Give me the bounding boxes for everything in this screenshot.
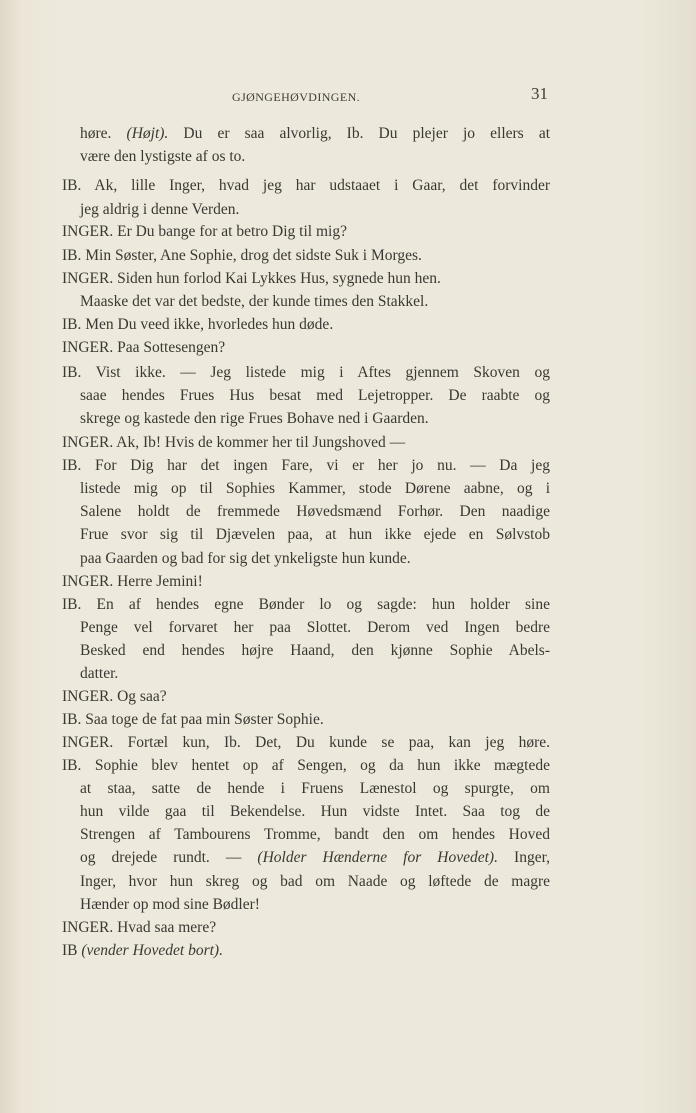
- text-line: IB. Sophie blev hentet op af Sengen, og da hun ikke mægtede: [62, 757, 550, 774]
- text-line: hun vilde gaa til Bekendelse. Hun vidste Intet. Saa tog de: [80, 803, 550, 820]
- text-line: jeg aldrig i denne Verden.: [80, 201, 240, 218]
- text-line: INGER. Siden hun forlod Kai Lykkes Hus, sygnede hun hen.: [62, 270, 441, 287]
- text-line: IB. Men Du veed ikke, hvorledes hun døde.: [62, 316, 334, 333]
- text-line: og drejede rundt. — (Holder Hænderne for Hovedet). Inger,: [80, 849, 550, 866]
- text-line: IB. Vist ikke. — Jeg listede mig i Aftes gjennem Skoven og: [62, 364, 550, 381]
- text-line: IB. Saa toge de fat paa min Søster Sophie.: [62, 711, 324, 728]
- text-line: IB. For Dig har det ingen Fare, vi er her jo nu. — Da jeg: [62, 457, 550, 474]
- text-line: saae hendes Frues Hus besat med Lejetropper. De raabte og: [80, 387, 550, 404]
- text-line: Maaske det var det bedste, der kunde times den Stakkel.: [80, 293, 429, 310]
- text-line: INGER. Er Du bange for at betro Dig til mig?: [62, 223, 347, 240]
- text-line: INGER. Fortæl kun, Ib. Det, Du kunde se paa, kan jeg høre.: [62, 734, 550, 751]
- text-line: Penge vel forvaret her paa Slottet. Derom ved Ingen bedre: [80, 619, 550, 636]
- text-line: høre. (Højt). Du er saa alvorlig, Ib. Du plejer jo ellers at: [80, 125, 551, 142]
- text-line: IB (vender Hovedet bort).: [62, 942, 223, 959]
- text-line: paa Gaarden og bad for sig det ynkeligste hun kunde.: [80, 550, 411, 567]
- text-line: IB. Min Søster, Ane Sophie, drog det sidste Suk i Morges.: [62, 247, 422, 264]
- text-line: Strengen af Tambourens Tromme, bandt den om hendes Hoved: [80, 826, 550, 843]
- text-line: INGER. Og saa?: [62, 688, 167, 705]
- text-line: IB. En af hendes egne Bønder lo og sagde: hun holder sine: [62, 596, 550, 613]
- text-line: Frue svor sig til Djævelen paa, at hun ikke ejede en Sølvstob: [80, 526, 550, 543]
- text-line: INGER. Hvad saa mere?: [62, 919, 217, 936]
- running-head: GJØNGEHØVDINGEN.: [232, 90, 361, 104]
- text-line: være den lystigste af os to.: [80, 148, 246, 165]
- text-line: IB. Ak, lille Inger, hvad jeg har udstaaet i Gaar, det forvinder: [62, 177, 550, 194]
- text-line: datter.: [80, 665, 119, 682]
- text-line: INGER. Paa Sottesengen?: [62, 339, 226, 356]
- text-line: INGER. Ak, Ib! Hvis de kommer her til Jungshoved —: [62, 434, 406, 451]
- text-line: skrege og kastede den rige Frues Bohave ned i Gaarden.: [80, 410, 429, 427]
- text-line: Salene holdt de fremmede Høvedsmænd Forhør. Den naadige: [80, 503, 550, 520]
- text-line: INGER. Herre Jemini!: [62, 573, 203, 590]
- page-number: 31: [531, 84, 548, 103]
- page-header: [0, 84, 696, 108]
- text-line: Hænder op mod sine Bødler!: [80, 896, 260, 913]
- text-line: at staa, satte de hende i Fruens Lænestol og spurgte, om: [80, 780, 550, 797]
- text-line: listede mig op til Sophies Kammer, stode Dørene aabne, og i: [80, 480, 550, 497]
- text-line: Inger, hvor hun skreg og bad om Naade og løftede de magre: [80, 873, 550, 890]
- text-line: Besked end hendes højre Haand, den kjønne Sophie Abels-: [80, 642, 550, 659]
